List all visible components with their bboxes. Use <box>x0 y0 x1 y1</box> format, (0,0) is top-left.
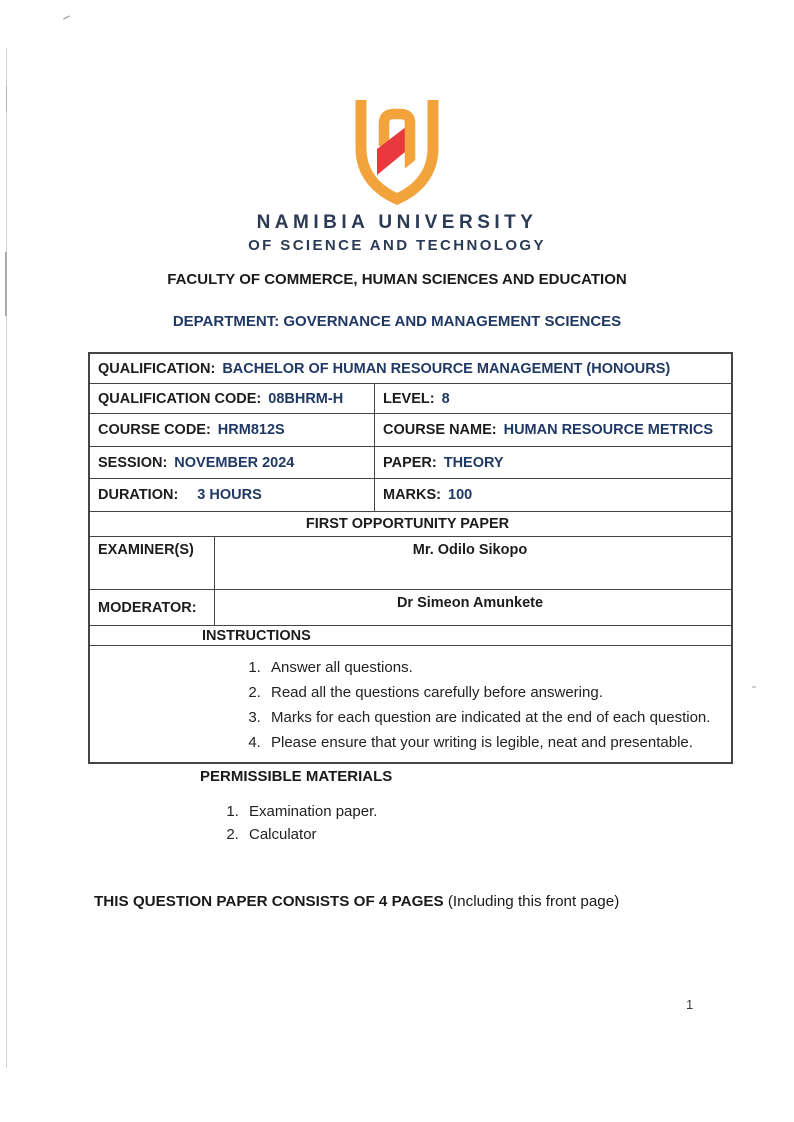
duration-value: 3 HOURS <box>197 487 262 503</box>
level-cell <box>374 384 731 413</box>
instruction-item: 2. Read all the questions carefully before answering. <box>265 680 710 705</box>
paper-cell <box>374 447 731 478</box>
course-code-value: HRM812S <box>217 422 285 438</box>
level-value: 8 <box>441 390 450 407</box>
instruction-item: 4. Please ensure that your writing is legible, neat and presentable. <box>265 730 710 755</box>
page-count-bold: THIS QUESTION PAPER CONSISTS OF 4 PAGES <box>94 893 444 910</box>
moderator-value: Dr Simeon Amunkete <box>214 590 731 625</box>
examiner-label: EXAMINER(S) <box>98 542 194 558</box>
marks-label: MARKS: <box>383 487 441 503</box>
table-row-examiner <box>90 537 731 590</box>
marks-value: 100 <box>448 487 473 503</box>
qualification-label: QUALIFICATION: <box>98 360 216 377</box>
marks-cell <box>374 479 731 511</box>
opportunity-cell: FIRST OPPORTUNITY PAPER <box>305 516 510 532</box>
table-row-qualification <box>90 354 731 384</box>
session-label: SESSION: <box>98 454 168 471</box>
qualification-code-value: 08BHRM-H <box>268 390 344 407</box>
examiner-value: Mr. Odilo Sikopo <box>214 537 731 589</box>
qualification-code-cell <box>90 384 374 413</box>
session-cell <box>90 447 374 478</box>
department-heading: DEPARTMENT: GOVERNANCE AND MANAGEMENT SCIENCES <box>172 313 622 330</box>
course-code-label: COURSE CODE: <box>98 422 211 438</box>
scan-artifact-line <box>6 48 7 1068</box>
table-row-duration-marks <box>90 479 731 512</box>
permissible-materials-list <box>215 800 377 846</box>
table-row-moderator <box>90 590 731 626</box>
exam-details-table <box>88 352 733 764</box>
university-shield-logo-icon <box>347 96 447 208</box>
table-row-code-level <box>90 384 731 414</box>
table-row-instructions-list <box>90 646 731 762</box>
material-item: 1. Examination paper. <box>243 800 377 823</box>
scan-artifact-line-dark2 <box>6 86 7 112</box>
scan-artifact-speck <box>752 686 756 688</box>
material-item: 2. Calculator <box>243 823 377 846</box>
page-number: 1 <box>686 997 694 1012</box>
session-value: NOVEMBER 2024 <box>174 454 295 471</box>
table-row-opportunity <box>90 512 731 537</box>
page-count-statement <box>94 893 619 910</box>
duration-label: DURATION: <box>98 487 179 503</box>
course-code-cell <box>90 414 374 446</box>
page-count-note: (Including this front page) <box>443 893 620 910</box>
permissible-materials-title: PERMISSIBLE MATERIALS <box>200 768 393 785</box>
instruction-item: 1. Answer all questions. <box>265 655 710 680</box>
table-row-instructions-title <box>90 626 731 646</box>
paper-value: THEORY <box>443 454 504 471</box>
university-name-line2: OF SCIENCE AND TECHNOLOGY <box>248 237 546 254</box>
qualification-value: BACHELOR OF HUMAN RESOURCE MANAGEMENT (HONOURS) <box>222 360 671 377</box>
qualification-cell <box>90 354 731 383</box>
course-name-cell <box>374 414 731 446</box>
table-row-course <box>90 414 731 447</box>
instruction-item: 3. Marks for each question are indicated at the end of each question. <box>265 705 710 730</box>
instructions-title: INSTRUCTIONS <box>202 627 311 644</box>
moderator-label: MODERATOR: <box>98 599 197 616</box>
paper-label: PAPER: <box>383 454 437 471</box>
faculty-heading: FACULTY OF COMMERCE, HUMAN SCIENCES AND EDUCATION <box>167 271 627 288</box>
university-name: NAMIBIA UNIVERSITY <box>256 212 538 233</box>
scan-artifact-mark <box>63 15 70 19</box>
qualification-code-label: QUALIFICATION CODE: <box>98 390 262 407</box>
table-row-session-paper <box>90 447 731 479</box>
course-name-value: HUMAN RESOURCE METRICS <box>503 422 714 438</box>
level-label: LEVEL: <box>383 390 435 407</box>
duration-cell <box>90 479 374 511</box>
course-name-label: COURSE NAME: <box>383 422 497 438</box>
instructions-list <box>90 655 710 755</box>
